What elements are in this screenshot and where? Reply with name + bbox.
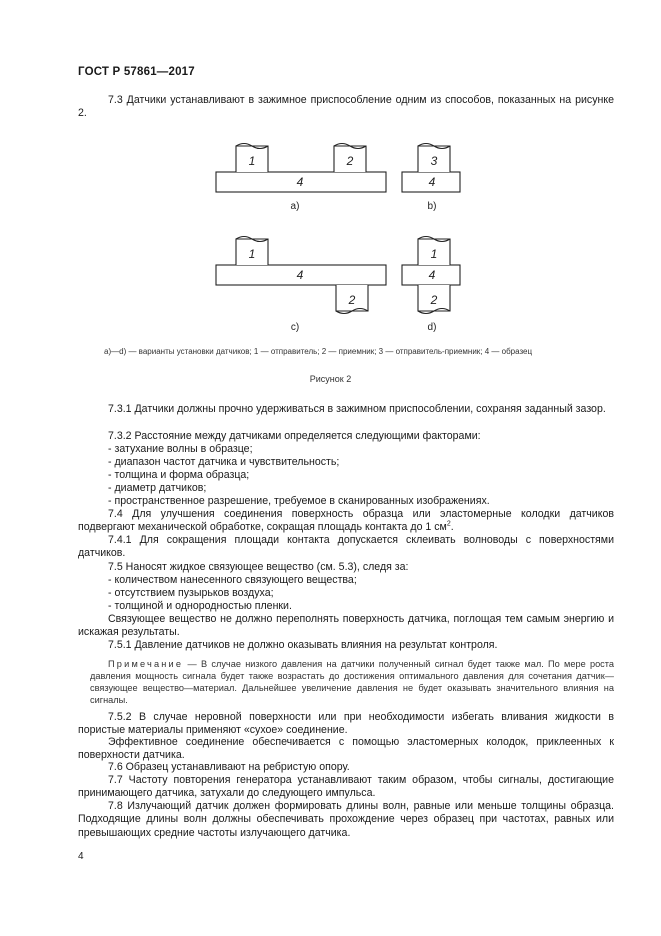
paragraph-7-3: 7.3 Датчики устанавливают в зажимное приспособление одним из способов, показанных на рисунке 2. bbox=[78, 94, 614, 120]
note-text: — В случае низкого давления на датчики полученный сигнал будет также мал. По мере роста давления мощность сигнала будет также возрастать до достижения оптимального давления для сочетания датчик—связующее вещество—материал. Дальнейшее увеличение давления не будет оказывать значительного влияния на сигналы. bbox=[90, 659, 614, 705]
paragraph-7-4-text: 7.4 Для улучшения соединения поверхность образца или эластомерные колодки датчиков подвергают механической обработке, сокращая площадь контакта до 1 см bbox=[78, 508, 614, 534]
list-item: - пространственное разрешение, требуемое в сканированных изображениях. bbox=[108, 495, 490, 507]
note-label: Примечание bbox=[108, 659, 184, 669]
label-b4: 4 bbox=[428, 175, 436, 189]
list-item: - диапазон частот датчика и чувствительность; bbox=[108, 456, 340, 468]
paragraph-7-6: 7.6 Образец устанавливают на ребристую опору. bbox=[108, 761, 350, 773]
figure-title: Рисунок 2 bbox=[309, 374, 352, 384]
paragraph-7-5-tail: Связующее вещество не должно переполнять поверхность датчика, поглощая тем самым энергию и искажая результаты. bbox=[78, 613, 614, 639]
paragraph-7-5-1: 7.5.1 Давление датчиков не должно оказывать влияния на результат контроля. bbox=[108, 639, 498, 651]
figure-caption: a)—d) — варианты установки датчиков; 1 — отправитель; 2 — приемник; 3 — отправитель-приемник; 4 — образец bbox=[104, 347, 533, 356]
label-c4: 4 bbox=[296, 268, 304, 282]
paragraph-7-3-1: 7.3.1 Датчики должны прочно удерживаться в зажимном приспособлении, сохраняя заданный зазор. bbox=[108, 403, 606, 415]
paragraph-7-4-end: . bbox=[450, 521, 454, 534]
list-item: - количеством нанесенного связующего вещества; bbox=[108, 574, 357, 586]
label-c1: 1 bbox=[248, 247, 256, 261]
paragraph-7-5-2: 7.5.2 В случае неровной поверхности или при необходимости избегать вливания жидкости в пористые материалы применяют «сухое» соединение. bbox=[78, 711, 614, 737]
label-a4: 4 bbox=[296, 175, 304, 189]
list-item: - диаметр датчиков; bbox=[108, 482, 207, 494]
superscript-2: 2 bbox=[446, 520, 451, 528]
label-d2: 2 bbox=[430, 293, 438, 307]
paragraph-7-5: 7.5 Наносят жидкое связующее вещество (см. 5.3), следя за: bbox=[108, 561, 409, 573]
sublabel-d: d) bbox=[427, 322, 437, 333]
list-item: - толщина и форма образца; bbox=[108, 469, 250, 481]
paragraph-7-8: 7.8 Излучающий датчик должен формировать длины волн, равные или меньше толщины образца. Подходящие длины волн должны обеспечивать прохождение через образец при частотах, равных или превышающих средние частоты излучающего датчика. bbox=[78, 800, 614, 839]
label-c2: 2 bbox=[348, 293, 356, 307]
label-d1: 1 bbox=[430, 247, 438, 261]
label-a1: 1 bbox=[248, 154, 256, 168]
paragraph-7-3-2: 7.3.2 Расстояние между датчиками определяется следующими факторами: bbox=[108, 430, 481, 442]
label-a2: 2 bbox=[346, 154, 354, 168]
page-number: 4 bbox=[78, 851, 84, 862]
label-d4: 4 bbox=[428, 268, 436, 282]
document-header: ГОСТ Р 57861—2017 bbox=[78, 66, 195, 78]
list-item: - затухание волны в образце; bbox=[108, 443, 253, 455]
note bbox=[90, 658, 614, 706]
list-item: - отсутствием пузырьков воздуха; bbox=[108, 587, 274, 599]
sublabel-c: c) bbox=[290, 322, 300, 333]
sublabel-a: a) bbox=[290, 201, 300, 212]
paragraph-7-4-1: 7.4.1 Для сокращения площади контакта допускается склеивать волноводы с поверхностями датчиков. bbox=[78, 534, 614, 560]
sublabel-b: b) bbox=[427, 201, 437, 212]
paragraph-7-5-2-b: Эффективное соединение обеспечивается с помощью эластомерных колодок, приклеенных к поверхности датчика. bbox=[78, 736, 614, 762]
figure-2-diagram bbox=[0, 128, 661, 348]
list-item: - толщиной и однородностью пленки. bbox=[108, 600, 292, 612]
label-b3: 3 bbox=[430, 154, 438, 168]
paragraph-7-7: 7.7 Частоту повторения генератора устанавливают таким образом, чтобы сигналы, достигающие принимающего датчика, затухали до следующего импульса. bbox=[78, 774, 614, 800]
paragraph-7-4 bbox=[78, 508, 614, 535]
